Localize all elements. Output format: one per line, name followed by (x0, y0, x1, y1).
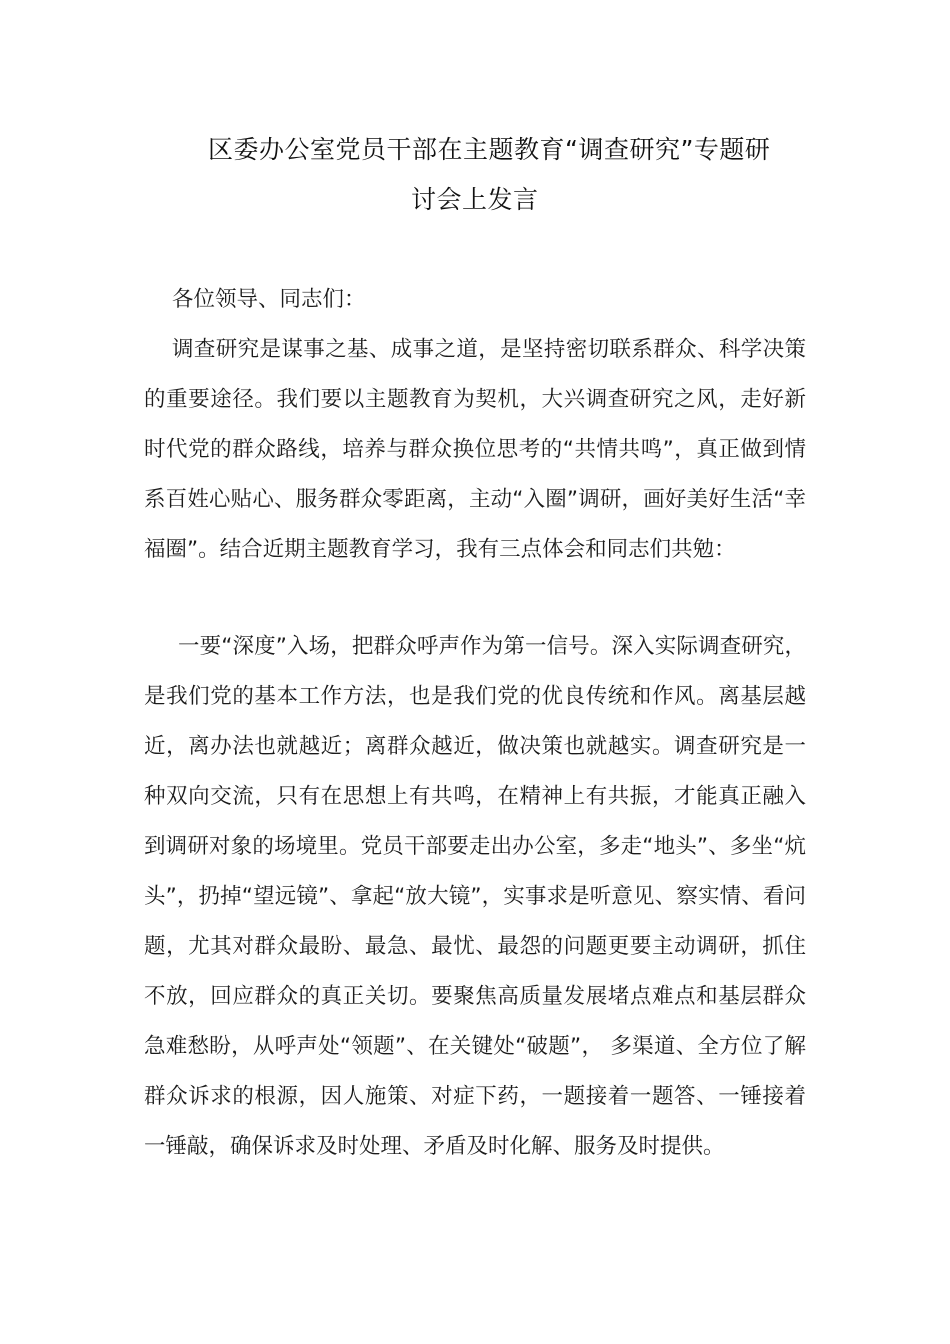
document-title-line-1: 区委办公室党员干部在主题教育“调查研究”专题研 (208, 135, 771, 164)
document-title-line-2: 讨会上发言 (411, 185, 539, 214)
paragraph-intro: 调查研究是谋事之基、成事之道，是坚持密切联系群众、科学决策的重要途径。我们要以主题教育为契机，大兴调查研究之风，走好新时代党的群众路线，培养与群众换位思考的“共情共鸣”，真正做到情系百姓心贴心、服务群众零距离，主动“入圈”调研，画好美好生活“幸福圈”。结合近期主题教育学习，我有三点体会和同志们共勉： (144, 337, 806, 562)
paragraph-point-one: 一要“深度”入场，把群众呼声作为第一信号。深入实际调查研究，是我们党的基本工作方法，也是我们党的优良传统和作风。离基层越近，离办法也就越近；离群众越近，做决策也就越实。调查研究是一种双向交流，只有在思想上有共鸣，在精神上有共振，才能真正融入到调研对象的场境里。党员干部要走出办公室，多走“地头”、多坐“炕头”，扔掉“望远镜”、拿起“放大镜”，实事求是听意见、察实情、看问题，尤其对群众最盼、最急、最忧、最怨的问题更要主动调研，抓住不放，回应群众的真正关切。要聚焦高质量发展堵点难点和基层群众急难愁盼，从呼声处“领题”、在关键处“破题”， 多渠道、全方位了解群众诉求的根源，因人施策、对症下药，一题接着一题答、一锤接着一锤敲，确保诉求及时处理、矛盾及时化解、服务及时提供。 (144, 634, 806, 1159)
salutation: 各位领导、同志们： (172, 287, 366, 312)
